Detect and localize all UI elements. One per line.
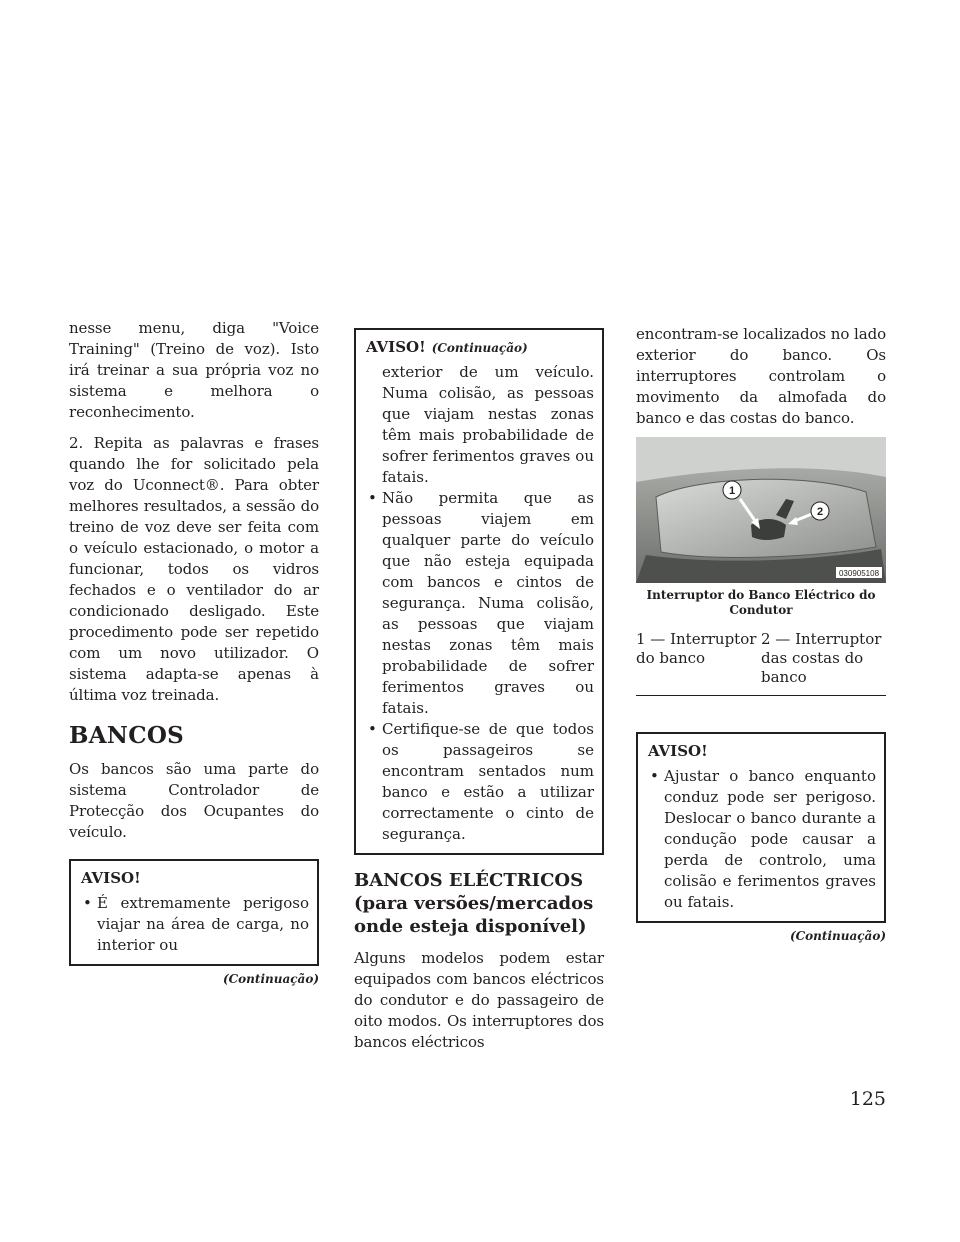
warning-box: [636, 732, 886, 923]
warning-box: [69, 859, 319, 966]
paragraph: encontram-se localizados no lado exterior do banco. Os interruptores controlam o movimento da almofada do banco e das costas do banco.: [636, 325, 886, 427]
column-3: [636, 324, 886, 943]
callout-1: 1: [728, 485, 736, 497]
warning-item-text: Ajustar o banco enquanto conduz pode ser perigoso. Deslocar o banco durante a condução pode causar a perda de controlo, uma colisão e ferimentos graves ou fatais.: [664, 767, 876, 911]
warning-box: [354, 328, 604, 855]
warning-list: [366, 488, 594, 845]
figure-legend: [636, 630, 886, 696]
warning-item-text: É extremamente perigoso viajar na área de carga, no interior ou: [97, 894, 309, 954]
legend-item: 1 — Interruptor do banco: [636, 630, 757, 667]
paragraph: 2. Repita as palavras e frases quando lhe for solicitado pela voz do Uconnect®. Para obter melhores resultados, a sessão do treino de voz deve ser feita com o veículo estacionado, o motor a funcionar, todos os vidros fechados e o ventilador do ar condicionado desligado. Este procedimento pode ser repetido com um novo utilizador. O sistema adapta-se apenas à última voz treinada.: [69, 434, 319, 704]
bullet-icon: •: [83, 894, 92, 912]
paragraph: Os bancos são uma parte do sistema Controlador de Protecção dos Ocupantes do veículo.: [69, 760, 319, 841]
warning-item: [366, 719, 594, 845]
warning-title: AVISO!: [81, 869, 141, 887]
warning-title-text: AVISO!: [366, 338, 426, 356]
figure-caption: Interruptor do Banco Eléctrico do Condutor: [646, 588, 876, 617]
warning-item: [366, 488, 594, 719]
seat-switch-figure: [636, 437, 886, 583]
column-2: [354, 328, 604, 1053]
section-heading: BANCOS: [69, 722, 185, 749]
bullet-icon: •: [650, 767, 659, 785]
continued-label: (Continuação): [222, 972, 319, 986]
seat-switch-illustration: [636, 437, 886, 583]
warning-continued-text: exterior de um veículo. Numa colisão, as pessoas que viajam nestas zonas têm mais probabilidade de sofrer ferimentos graves ou fatais.: [382, 363, 594, 486]
subsection-heading: BANCOS ELÉCTRICOS (para versões/mercados onde esteja disponível): [354, 870, 594, 937]
warning-title: AVISO!: [648, 742, 708, 760]
warning-item-text: Certifique-se de que todos os passageiros se encontram sentados num banco e estão a utilizar correctamente o cinto de segurança.: [382, 720, 594, 843]
paragraph: Alguns modelos podem estar equipados com bancos eléctricos do condutor e do passageiro de oito modos. Os interruptores dos bancos eléctricos: [354, 949, 604, 1051]
warning-list: [81, 893, 309, 956]
continued-label: (Continuação): [789, 929, 886, 943]
paragraph: nesse menu, diga "Voice Training" (Treino de voz). Isto irá treinar a sua própria voz no sistema e melhora o reconhecimento.: [69, 319, 319, 421]
warning-title: [366, 338, 594, 356]
legend-item: 2 — Interruptor das costas do banco: [761, 630, 882, 686]
figure-code: 030905108: [838, 569, 880, 578]
column-1: [69, 318, 319, 986]
warning-list: [648, 766, 876, 913]
bullet-icon: •: [368, 720, 377, 738]
warning-item: [81, 893, 309, 956]
warning-continued-label: (Continuação): [431, 341, 528, 355]
warning-item: [648, 766, 876, 913]
warning-item-text: Não permita que as pessoas viajem em qualquer parte do veículo que não esteja equipada com bancos e cintos de segurança. Numa colisão, as pessoas que viajam nestas zonas têm mais probabilidade de sofrer ferimentos graves ou fatais.: [382, 489, 594, 717]
callout-2: 2: [816, 506, 824, 518]
page-number: 125: [849, 1088, 886, 1110]
bullet-icon: •: [368, 489, 377, 507]
